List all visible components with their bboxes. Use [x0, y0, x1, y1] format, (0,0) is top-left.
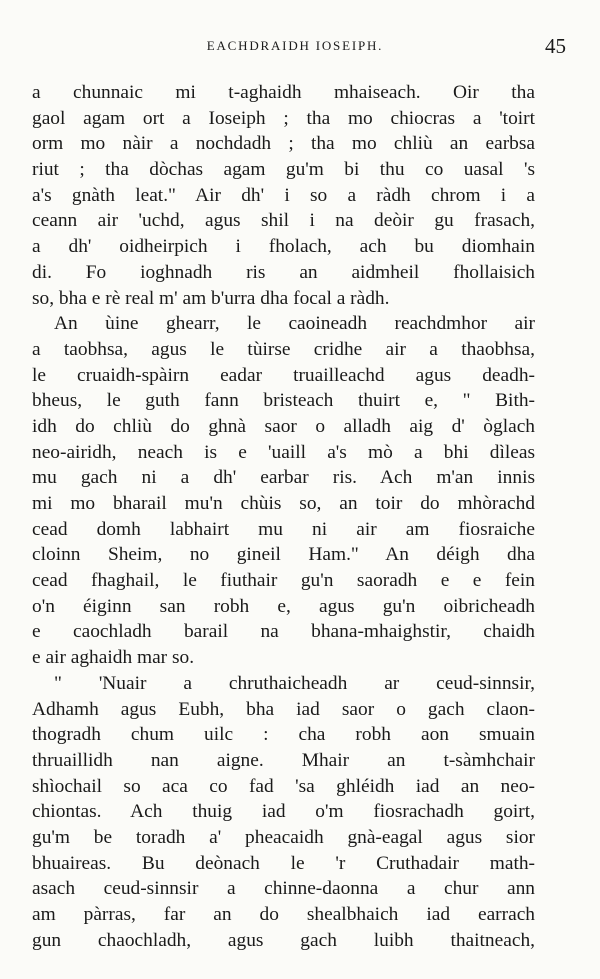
text-line: gun chaochladh, agus gach luibh thaitneach,	[32, 929, 535, 951]
running-head	[32, 34, 566, 58]
text-line: o'n éiginn san robh e, agus gu'n oibricheadh	[32, 595, 535, 617]
page-number: 45	[545, 34, 566, 58]
text-line: bhuaireas. Bu deònach le 'r Cruthadair math-	[32, 852, 535, 874]
text-line: An ùine ghearr, le caoineadh reachdmhor air	[54, 313, 535, 335]
text-line: am pàrras, far an do shealbhaich iad earrach	[32, 904, 535, 925]
text-line: cead domh labhairt mu ni air am fiosraiche	[32, 518, 535, 540]
text-line: chiontas. Ach thuig iad o'm fiosrachadh goirt,	[32, 801, 535, 823]
body-text	[32, 80, 535, 953]
text-line: asach ceud-sinnsir a chinne-daonna a chur ann	[32, 878, 535, 900]
text-line: shìochail so aca co fad 'sa ghléidh iad an neo-	[32, 775, 535, 797]
text-line: neo-airidh, neach is e 'uaill a's mò a bhi dìleas	[32, 441, 535, 463]
text-line: le cruaidh-spàirn eadar truailleachd agus deadh-	[32, 364, 535, 386]
text-line: riut ; tha dòchas agam gu'm bi thu co uasal 's	[32, 159, 535, 181]
paragraph	[32, 671, 535, 954]
text-line: a taobhsa, agus le tùirse cridhe air a thaobhsa,	[32, 338, 535, 360]
text-line: thogradh chum uilc : cha robh aon smuain	[32, 724, 535, 746]
text-line: cloinn Sheim, no gineil Ham." An déigh dha	[32, 544, 535, 566]
text-line: so, bha e rè real m' am b'urra dha focal a ràdh.	[32, 287, 390, 309]
text-line: a dh' oidheirpich i fholach, ach bu diomhain	[32, 236, 535, 258]
text-line: mu gach ni a dh' earbar ris. Ach m'an innis	[32, 467, 535, 489]
paragraph	[32, 80, 535, 311]
text-line: di. Fo ioghnadh ris an aidmheil fhollaisich	[32, 261, 535, 283]
text-line: idh do chliù do ghnà saor o alladh aig d' òglach	[32, 415, 535, 437]
text-line: mi mo bharail mu'n chùis so, an toir do mhòrachd	[32, 493, 535, 514]
paragraph	[32, 311, 535, 671]
text-line: bheus, le guth fann bristeach thuirt e, " Bith-	[32, 390, 535, 412]
text-line: " 'Nuair a chruthaicheadh ar ceud-sinnsir,	[54, 672, 535, 694]
text-line: cead fhaghail, le fiuthair gu'n saoradh e e fein	[32, 570, 535, 592]
text-line: a chunnaic mi t-aghaidh mhaiseach. Oir tha	[32, 82, 535, 103]
text-line: ceann air 'uchd, agus shil i na deòir gu frasach,	[32, 210, 535, 232]
text-line: gaol agam ort a Ioseiph ; tha mo chiocras a 'toirt	[32, 107, 535, 129]
running-title: EACHDRAIDH IOSEIPH.	[206, 38, 384, 53]
text-line: Adhamh agus Eubh, bha iad saor o gach claon-	[32, 698, 535, 720]
text-line: orm mo nàir a nochdadh ; tha mo chliù an earbsa	[32, 133, 535, 155]
text-line: e air aghaidh mar so.	[32, 647, 195, 669]
text-line: e caochladh barail na bhana-mhaighstir, chaidh	[32, 621, 535, 643]
text-line: a's gnàth leat." Air dh' i so a ràdh chrom i a	[32, 184, 535, 206]
text-line: thruaillidh nan aigne. Mhair an t-sàmhchair	[32, 749, 535, 771]
text-line: gu'm be toradh a' pheacaidh gnà-eagal agus sior	[32, 826, 535, 848]
